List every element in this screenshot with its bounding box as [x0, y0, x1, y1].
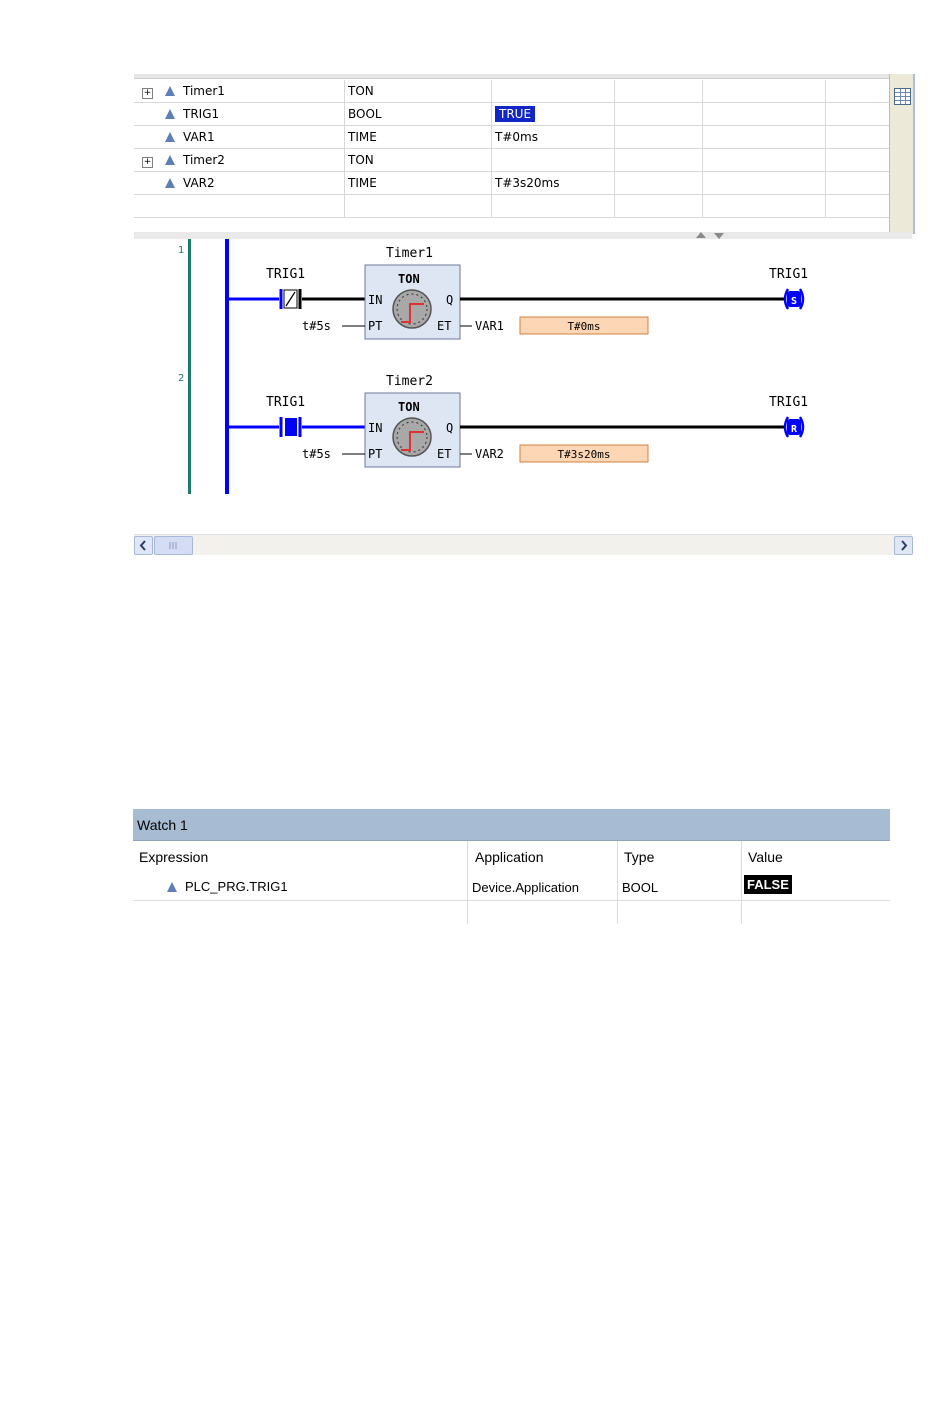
- watch-window: [133, 809, 890, 924]
- pin-in-label: IN: [368, 421, 383, 435]
- variable-type-cell: TIME: [345, 126, 492, 149]
- variable-name-cell[interactable]: [134, 80, 345, 103]
- chevron-left-icon: [135, 537, 152, 554]
- variable-name-cell[interactable]: [134, 103, 345, 126]
- variable-name-cell[interactable]: [134, 172, 345, 195]
- variable-value: TRUE: [495, 106, 535, 122]
- variable-value: T#3s20ms: [495, 176, 560, 190]
- empty-cell: [826, 149, 896, 172]
- panel-sidebar: [889, 74, 915, 234]
- empty-cell: [615, 80, 703, 103]
- et-online-value: T#3s20ms: [557, 448, 611, 461]
- variable-name: Timer1: [183, 83, 225, 98]
- timer-instance-label: Timer1: [386, 246, 433, 261]
- network-number: 2: [178, 373, 185, 384]
- header-application[interactable]: Application: [475, 849, 544, 865]
- variable-value-cell[interactable]: [492, 149, 615, 172]
- scroll-thumb[interactable]: [154, 536, 193, 555]
- variables-table: [134, 80, 896, 218]
- horizontal-scrollbar[interactable]: [134, 534, 912, 555]
- watch-value-cell[interactable]: [744, 877, 792, 892]
- variable-value-cell[interactable]: [492, 80, 615, 103]
- empty-cell: [492, 195, 615, 218]
- empty-cell: [615, 195, 703, 218]
- header-expression[interactable]: Expression: [139, 849, 209, 865]
- ladder-diagram: [134, 239, 912, 534]
- variable-row[interactable]: [134, 126, 896, 149]
- empty-cell: [703, 103, 826, 126]
- grip-icon: [155, 537, 192, 554]
- pin-et-label: ET: [437, 319, 452, 333]
- empty-cell: [826, 172, 896, 195]
- network-number: 1: [178, 245, 185, 256]
- variable-type-cell: BOOL: [345, 103, 492, 126]
- variable-icon: [165, 155, 175, 165]
- variable-name: VAR1: [183, 130, 215, 144]
- splitter-bar[interactable]: [134, 232, 912, 239]
- variable-row[interactable]: [134, 80, 896, 103]
- row-divider: [133, 900, 890, 901]
- variable-icon: [165, 132, 175, 142]
- pin-et-label: ET: [437, 447, 452, 461]
- contact-label: TRIG1: [266, 395, 306, 410]
- timer-instance-label: Timer2: [386, 374, 433, 389]
- empty-cell: [703, 80, 826, 103]
- variable-name: Timer2: [183, 152, 225, 167]
- coil-label: TRIG1: [769, 395, 809, 410]
- pin-pt-label: PT: [368, 319, 383, 333]
- coil-label: TRIG1: [769, 267, 809, 282]
- expand-plus-icon[interactable]: +: [143, 156, 152, 167]
- empty-cell: [826, 80, 896, 103]
- coil-letter: S: [790, 296, 798, 307]
- watch-title-bar: [133, 809, 890, 841]
- empty-cell: [703, 149, 826, 172]
- contact-closed-body[interactable]: [285, 418, 297, 436]
- clock-icon: [393, 290, 431, 328]
- empty-cell: [615, 172, 703, 195]
- scroll-left-button[interactable]: [134, 536, 153, 555]
- pin-in-label: IN: [368, 293, 383, 307]
- left-power-rail: [225, 239, 229, 494]
- header-value[interactable]: Value: [748, 849, 783, 865]
- variable-type-cell: TON: [345, 80, 492, 103]
- variable-name: TRIG1: [183, 107, 220, 121]
- variable-type-cell: TIME: [345, 172, 492, 195]
- timer-type-label: TON: [398, 400, 420, 414]
- watch-title: Watch 1: [137, 817, 188, 833]
- pt-value-label: t#5s: [302, 319, 331, 333]
- collapse-up-icon[interactable]: [696, 232, 706, 238]
- variable-name-cell[interactable]: [134, 126, 345, 149]
- pin-q-label: Q: [446, 293, 454, 307]
- empty-cell: [615, 103, 703, 126]
- expand-plus-icon[interactable]: +: [143, 87, 152, 98]
- variable-value-cell[interactable]: [492, 126, 615, 149]
- empty-cell: [703, 126, 826, 149]
- watch-type-cell: BOOL: [622, 880, 659, 895]
- empty-cell: [134, 195, 345, 218]
- et-variable-label: VAR1: [475, 319, 504, 333]
- pt-value-label: t#5s: [302, 447, 331, 461]
- timer-type-label: TON: [398, 272, 420, 286]
- variables-panel: [134, 74, 912, 242]
- empty-row: [134, 195, 896, 218]
- coil-letter: R: [790, 424, 798, 435]
- variable-name-cell[interactable]: [134, 149, 345, 172]
- empty-cell: [826, 103, 896, 126]
- pin-pt-label: PT: [368, 447, 383, 461]
- variable-row[interactable]: [134, 149, 896, 172]
- variable-type-cell: TON: [345, 149, 492, 172]
- table-view-icon[interactable]: [894, 88, 911, 105]
- header-type[interactable]: Type: [624, 849, 655, 865]
- variable-icon: [165, 86, 175, 96]
- variable-row[interactable]: [134, 172, 896, 195]
- scroll-right-button[interactable]: [894, 536, 913, 555]
- variable-icon: [167, 882, 177, 892]
- watch-expression-cell[interactable]: PLC_PRG.TRIG1: [167, 879, 288, 894]
- variable-name: VAR2: [183, 176, 215, 190]
- empty-cell: [345, 195, 492, 218]
- empty-cell: [703, 172, 826, 195]
- empty-cell: [826, 126, 896, 149]
- variable-icon: [165, 109, 175, 119]
- contact-label: TRIG1: [266, 267, 306, 282]
- pin-q-label: Q: [446, 421, 454, 435]
- empty-cell: [703, 195, 826, 218]
- variable-value-cell[interactable]: [492, 172, 615, 195]
- et-variable-label: VAR2: [475, 447, 504, 461]
- variable-value-cell[interactable]: [492, 103, 615, 126]
- chevron-right-icon: [895, 537, 912, 554]
- clock-icon: [393, 418, 431, 456]
- et-online-value: T#0ms: [567, 320, 601, 333]
- network-gutter-line: [188, 239, 191, 494]
- watch-application-cell: Device.Application: [472, 880, 579, 895]
- panel-top-border: [134, 74, 890, 79]
- variable-value: T#0ms: [495, 130, 538, 144]
- empty-cell: [615, 126, 703, 149]
- empty-cell: [826, 195, 896, 218]
- variable-row[interactable]: [134, 103, 896, 126]
- empty-cell: [615, 149, 703, 172]
- value-false-badge: FALSE: [744, 875, 792, 894]
- variable-icon: [165, 178, 175, 188]
